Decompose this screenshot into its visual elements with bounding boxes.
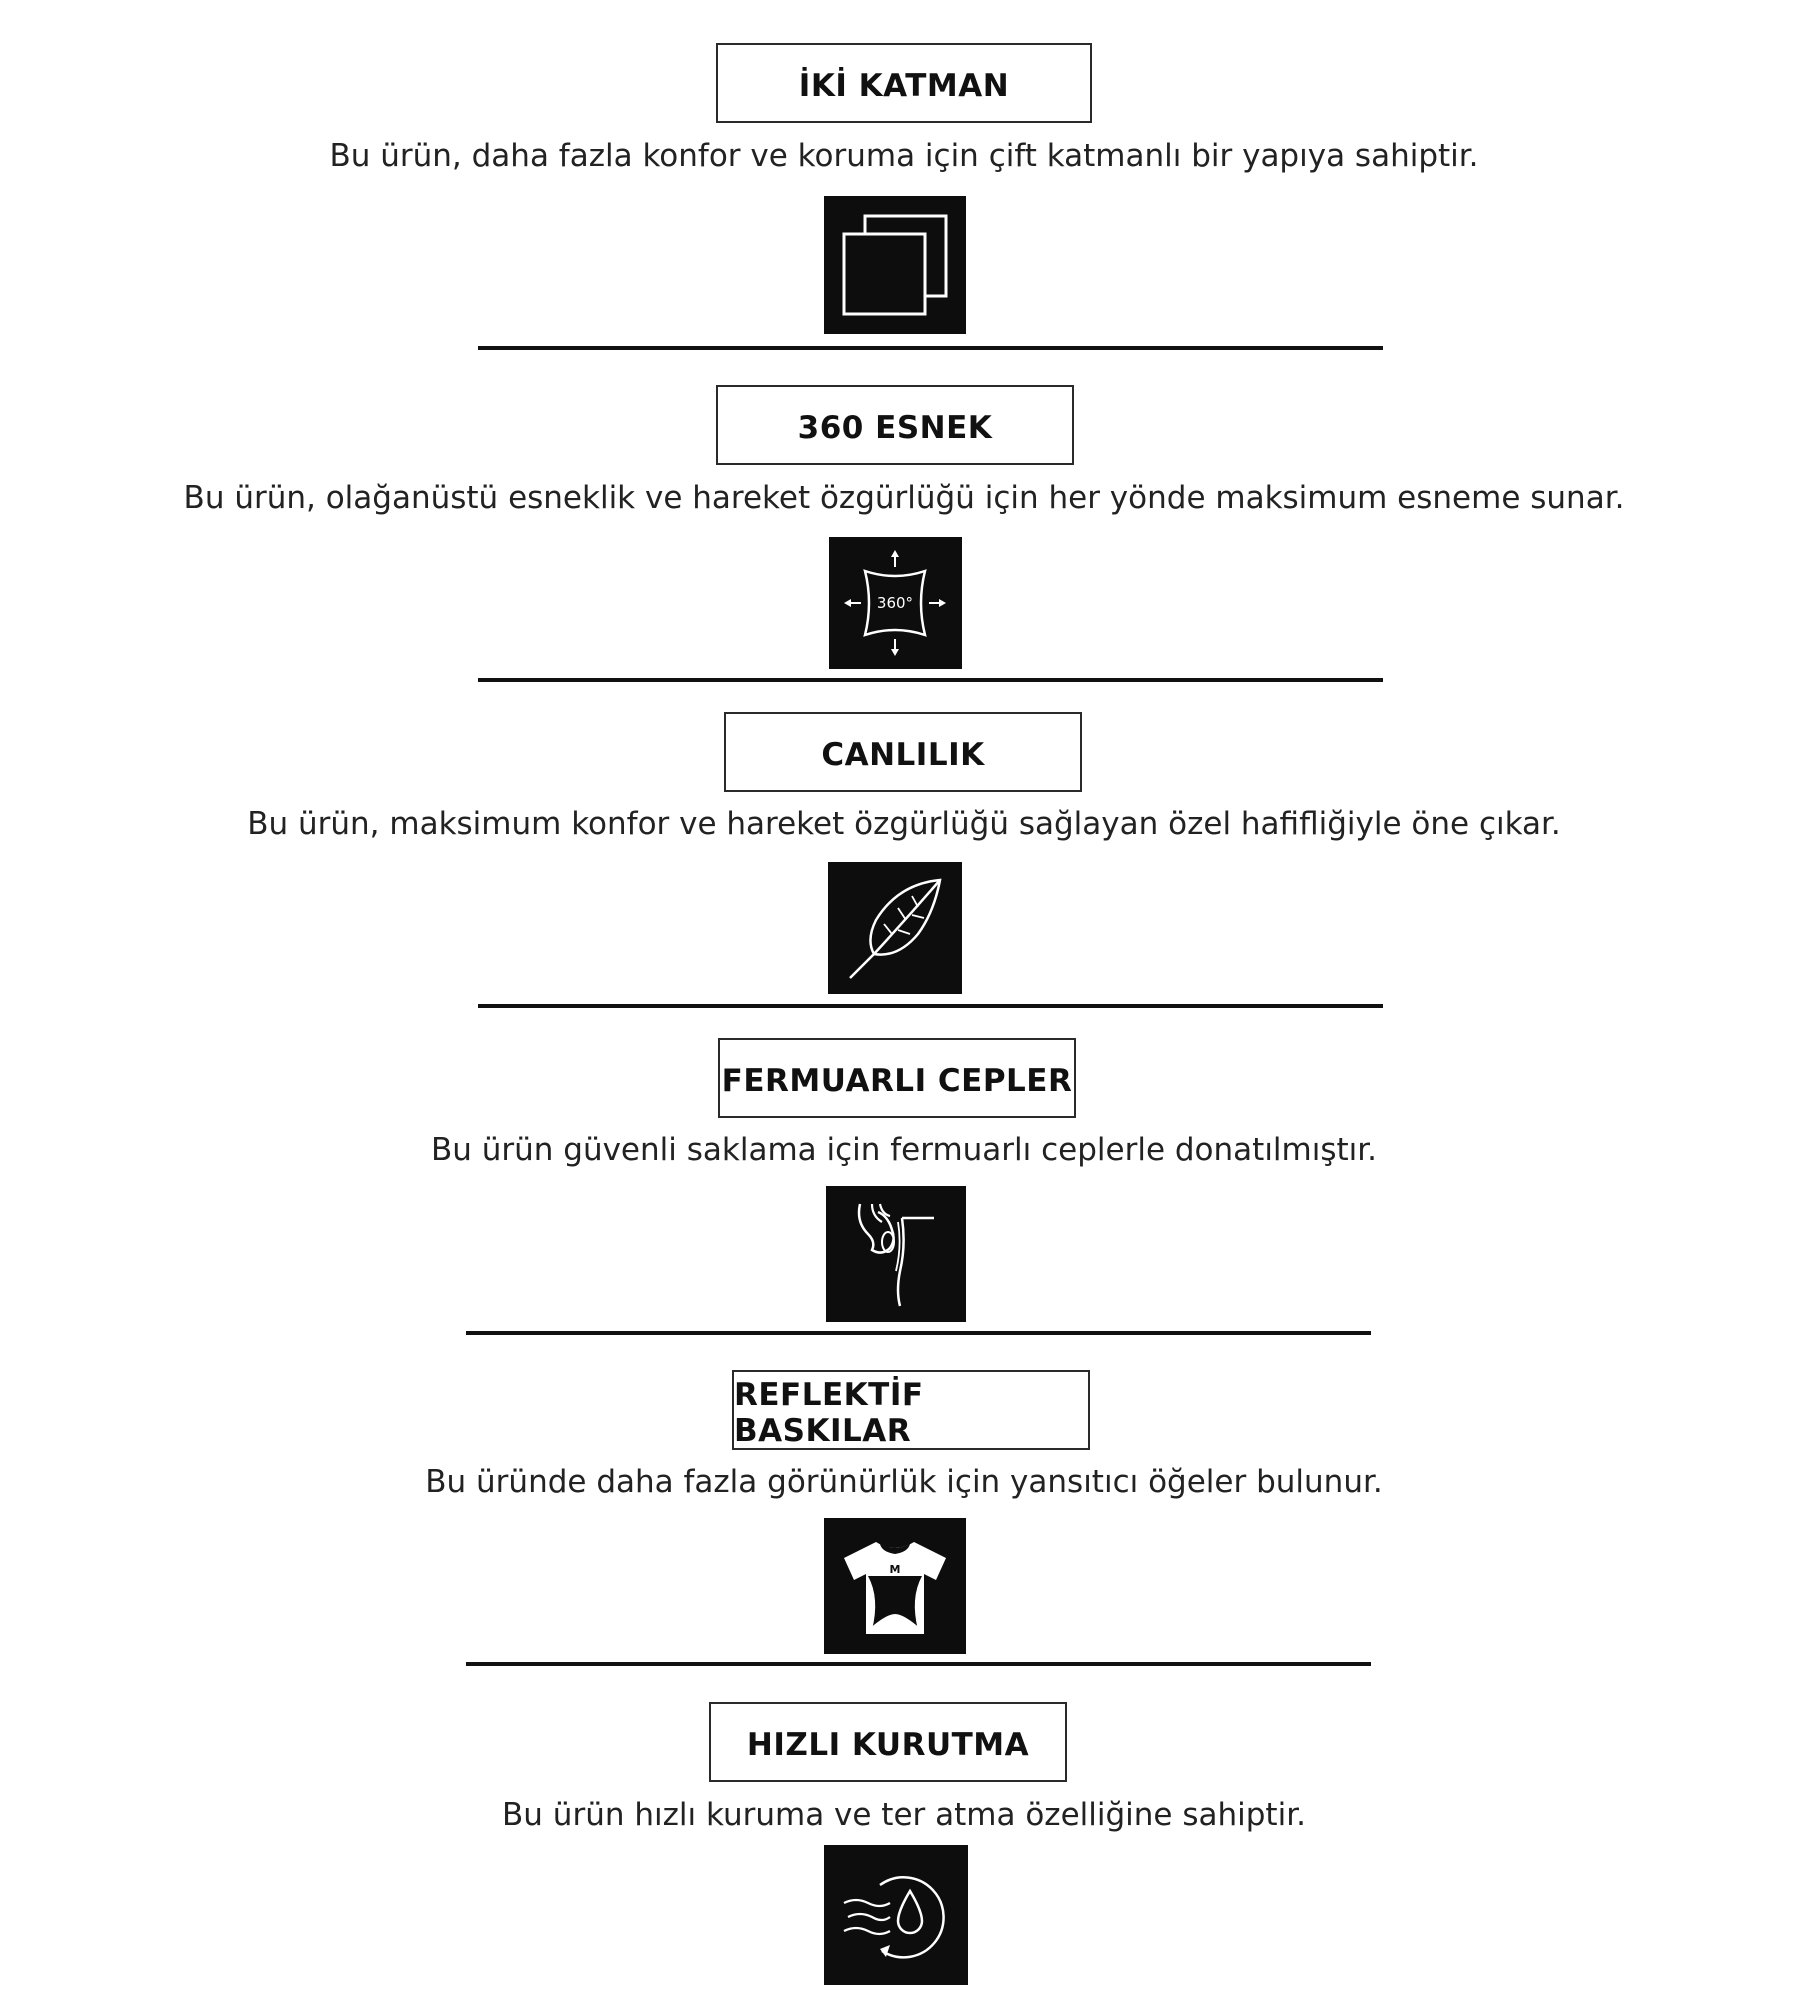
feature-description: Bu ürün güvenli saklama için fermuarlı ceplerle donatılmıştır. xyxy=(430,1132,1378,1168)
feature-title-box xyxy=(724,712,1082,792)
feature-title: 360 ESNEK xyxy=(797,410,993,446)
quick-dry-icon xyxy=(824,1845,968,1985)
feature-title-box xyxy=(732,1370,1090,1450)
section-divider xyxy=(478,346,1383,350)
feature-title-box xyxy=(716,385,1074,465)
section-divider xyxy=(466,1662,1371,1666)
feature-description: Bu üründe daha fazla görünürlük için yansıtıcı öğeler bulunur. xyxy=(425,1464,1383,1500)
feature-description: Bu ürün, maksimum konfor ve hareket özgürlüğü sağlayan özel hafifliğiyle öne çıkar. xyxy=(247,806,1561,842)
feature-title: FERMUARLI CEPLER xyxy=(721,1063,1073,1099)
section-divider xyxy=(466,1331,1371,1335)
feature-description: Bu ürün hızlı kuruma ve ter atma özelliğine sahiptir. xyxy=(502,1797,1306,1833)
stretch-360-icon xyxy=(829,537,962,669)
feature-title: İKİ KATMAN xyxy=(798,68,1010,104)
feature-title: REFLEKTİF BASKILAR xyxy=(734,1377,924,1449)
feature-title: CANLILIK xyxy=(821,737,985,773)
feather-icon xyxy=(828,862,962,994)
svg-text:M: M xyxy=(889,1563,901,1576)
feature-description: Bu ürün, daha fazla konfor ve koruma için çift katmanlı bir yapıya sahiptir. xyxy=(329,138,1479,174)
feature-title-box xyxy=(716,43,1092,123)
section-divider xyxy=(478,1004,1383,1008)
feature-title: HIZLI KURUTMA xyxy=(746,1727,1030,1763)
reflective-shirt-icon xyxy=(824,1518,966,1654)
section-divider xyxy=(478,678,1383,682)
feature-title-box xyxy=(709,1702,1067,1782)
icon-label: 360° xyxy=(876,594,914,612)
feature-title-box xyxy=(718,1038,1076,1118)
double-layer-icon xyxy=(824,196,966,334)
zipper-pocket-icon xyxy=(826,1186,966,1322)
feature-description: Bu ürün, olağanüstü esneklik ve hareket özgürlüğü için her yönde maksimum esneme sunar. xyxy=(183,480,1625,516)
